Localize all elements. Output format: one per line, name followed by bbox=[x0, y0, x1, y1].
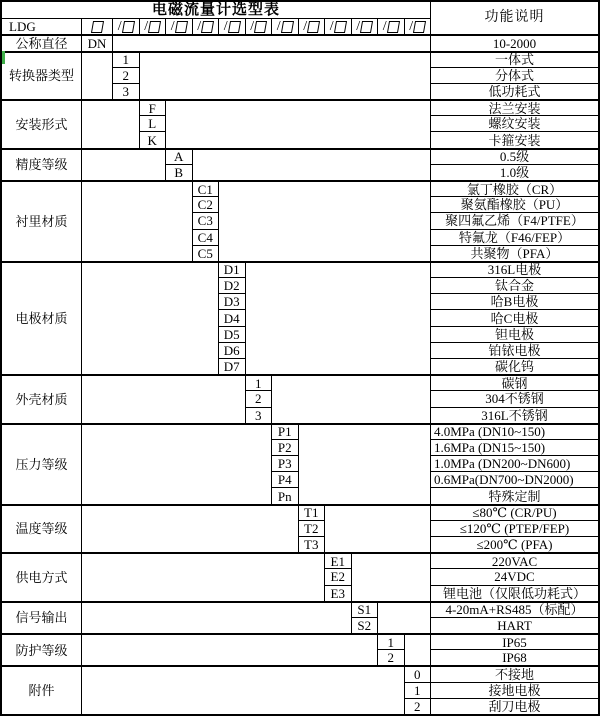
description-cell: 220VAC bbox=[430, 552, 598, 568]
description-cell: 316L电极 bbox=[430, 261, 598, 277]
checkbox-icon bbox=[228, 21, 241, 33]
description-cell: 0.5级 bbox=[430, 148, 598, 164]
slash-separator: / bbox=[409, 18, 414, 34]
model-slot-10 bbox=[351, 18, 378, 34]
code-cell-T2: T2 bbox=[298, 520, 325, 536]
checkbox-icon bbox=[413, 21, 426, 33]
description-cell: 氯丁橡胶（CR） bbox=[430, 180, 598, 196]
description-cell: 共聚物（PFA） bbox=[430, 245, 598, 261]
model-slot-1 bbox=[112, 18, 139, 34]
description-cell: 一体式 bbox=[430, 51, 598, 67]
description-cell: 接地电极 bbox=[430, 682, 598, 698]
left-span-cell bbox=[81, 552, 324, 601]
left-span-cell bbox=[81, 148, 165, 180]
slash-separator: / bbox=[170, 18, 175, 34]
code-cell-C2: C2 bbox=[192, 196, 219, 212]
category-label-8: 温度等级 bbox=[2, 504, 81, 553]
code-cell-P1: P1 bbox=[271, 423, 298, 439]
model-slot-12 bbox=[404, 18, 431, 34]
code-cell-L: L bbox=[139, 115, 166, 131]
code-cell-C5: C5 bbox=[192, 245, 219, 261]
code-cell-1: 1 bbox=[245, 374, 272, 390]
category-label-3: 精度等级 bbox=[2, 148, 81, 180]
right-span-cell bbox=[351, 552, 431, 601]
code-cell-K: K bbox=[139, 131, 166, 147]
description-cell: 哈C电极 bbox=[430, 309, 598, 325]
code-cell-D4: D4 bbox=[218, 309, 245, 325]
category-label-1: 转换器类型 bbox=[2, 51, 81, 100]
right-span-cell bbox=[139, 51, 431, 100]
slash-separator: / bbox=[223, 18, 228, 34]
right-span-cell bbox=[245, 261, 431, 374]
description-cell: IP68 bbox=[430, 649, 598, 665]
left-span-cell bbox=[81, 374, 245, 423]
code-cell-S2: S2 bbox=[351, 617, 378, 633]
code-cell-1: 1 bbox=[377, 633, 404, 649]
category-label-9: 供电方式 bbox=[2, 552, 81, 601]
slash-separator: / bbox=[303, 18, 308, 34]
category-label-7: 压力等级 bbox=[2, 423, 81, 504]
code-cell-2: 2 bbox=[404, 698, 431, 714]
code-cell-T3: T3 bbox=[298, 536, 325, 552]
checkbox-icon bbox=[90, 21, 103, 33]
right-span-cell bbox=[192, 148, 431, 180]
category-label-4: 衬里材质 bbox=[2, 180, 81, 261]
description-cell: 聚氨酯橡胶（PU） bbox=[430, 196, 598, 212]
slash-separator: / bbox=[356, 18, 361, 34]
description-cell: 卡箍安装 bbox=[430, 131, 598, 147]
table-title: 电磁流量计选型表 bbox=[151, 2, 280, 18]
checkbox-icon bbox=[175, 21, 188, 33]
description-cell: 4.0MPa (DN10~150) bbox=[430, 423, 598, 439]
model-slot-8 bbox=[298, 18, 325, 34]
checkbox-icon bbox=[122, 21, 135, 33]
category-label-2: 安装形式 bbox=[2, 99, 81, 148]
code-cell-3: 3 bbox=[245, 407, 272, 423]
description-cell: ≤120℃ (PTEP/FEP) bbox=[430, 520, 598, 536]
description-cell: 钽电极 bbox=[430, 326, 598, 342]
code-cell-C3: C3 bbox=[192, 212, 219, 228]
description-cell: 哈B电极 bbox=[430, 293, 598, 309]
code-cell-P2: P2 bbox=[271, 439, 298, 455]
left-span-cell bbox=[81, 601, 351, 633]
description-cell: HART bbox=[430, 617, 598, 633]
description-cell: 316L不锈钢 bbox=[430, 407, 598, 423]
category-label-5: 电极材质 bbox=[2, 261, 81, 374]
description-cell: 钛合金 bbox=[430, 277, 598, 293]
description-cell: ≤80℃ (CR/PU) bbox=[430, 504, 598, 520]
code-cell-Pn: Pn bbox=[271, 487, 298, 503]
category-label-0: 公称直径 bbox=[2, 34, 81, 50]
green-artifact-marker bbox=[2, 51, 5, 64]
code-cell-DN: DN bbox=[81, 34, 112, 50]
model-code-prefix: LDG bbox=[2, 18, 81, 34]
checkbox-icon bbox=[148, 21, 161, 33]
left-span-cell bbox=[81, 633, 377, 665]
code-cell-P4: P4 bbox=[271, 471, 298, 487]
code-cell-C1: C1 bbox=[192, 180, 219, 196]
left-span-cell bbox=[81, 261, 218, 374]
category-label-10: 信号输出 bbox=[2, 601, 81, 633]
description-cell: 24VDC bbox=[430, 568, 598, 584]
left-span-cell bbox=[81, 51, 112, 100]
checkbox-icon bbox=[281, 21, 294, 33]
code-cell-D2: D2 bbox=[218, 277, 245, 293]
slash-separator: / bbox=[117, 18, 122, 34]
code-cell-S1: S1 bbox=[351, 601, 378, 617]
description-cell: 低功耗式 bbox=[430, 83, 598, 99]
code-cell-2: 2 bbox=[112, 67, 139, 83]
model-slot-4 bbox=[192, 18, 219, 34]
description-cell: 304不锈钢 bbox=[430, 390, 598, 406]
code-cell-D1: D1 bbox=[218, 261, 245, 277]
right-span-cell bbox=[324, 504, 430, 553]
left-span-cell bbox=[81, 99, 139, 148]
model-base-checkbox bbox=[81, 18, 112, 34]
right-span-cell bbox=[165, 99, 430, 148]
description-cell: 10-2000 bbox=[430, 34, 598, 50]
code-cell-2: 2 bbox=[245, 390, 272, 406]
slash-separator: / bbox=[382, 18, 387, 34]
model-slot-5 bbox=[218, 18, 245, 34]
slash-separator: / bbox=[250, 18, 255, 34]
checkbox-icon bbox=[387, 21, 400, 33]
code-cell-D7: D7 bbox=[218, 358, 245, 374]
model-slot-11 bbox=[377, 18, 404, 34]
code-cell-C4: C4 bbox=[192, 229, 219, 245]
checkbox-icon bbox=[360, 21, 373, 33]
code-cell-E3: E3 bbox=[324, 585, 351, 601]
right-span-cell bbox=[271, 374, 430, 423]
code-cell-1: 1 bbox=[112, 51, 139, 67]
right-span-cell bbox=[377, 601, 430, 633]
slash-separator: / bbox=[276, 18, 281, 34]
left-span-cell bbox=[81, 423, 271, 504]
description-cell: 特殊定制 bbox=[430, 487, 598, 503]
code-cell-D6: D6 bbox=[218, 342, 245, 358]
checkbox-icon bbox=[307, 21, 320, 33]
code-cell-D3: D3 bbox=[218, 293, 245, 309]
description-cell: 1.6MPa (DN15~150) bbox=[430, 439, 598, 455]
left-span-cell bbox=[81, 180, 192, 261]
description-cell: 分体式 bbox=[430, 67, 598, 83]
description-cell: 聚四氟乙烯（F4/PTFE） bbox=[430, 212, 598, 228]
description-cell: 特氟龙（F46/FEP） bbox=[430, 229, 598, 245]
code-cell-E2: E2 bbox=[324, 568, 351, 584]
model-slot-3 bbox=[165, 18, 192, 34]
slash-separator: / bbox=[329, 18, 334, 34]
checkbox-icon bbox=[334, 21, 347, 33]
code-cell-2: 2 bbox=[377, 649, 404, 665]
description-cell: 锂电池（仅限低功耗式） bbox=[430, 585, 598, 601]
code-cell-1: 1 bbox=[404, 682, 431, 698]
model-slot-6 bbox=[245, 18, 272, 34]
model-slot-7 bbox=[271, 18, 298, 34]
right-span-cell bbox=[298, 423, 431, 504]
description-cell: ≤200℃ (PFA) bbox=[430, 536, 598, 552]
code-cell-0: 0 bbox=[404, 665, 431, 681]
code-cell-E1: E1 bbox=[324, 552, 351, 568]
description-cell: 铂铱电极 bbox=[430, 342, 598, 358]
slash-separator: / bbox=[144, 18, 149, 34]
left-span-cell bbox=[81, 504, 298, 553]
code-cell-F: F bbox=[139, 99, 166, 115]
description-cell: 0.6MPa(DN700~DN2000) bbox=[430, 471, 598, 487]
description-cell: 1.0级 bbox=[430, 164, 598, 180]
description-cell: 4-20mA+RS485（标配） bbox=[430, 601, 598, 617]
description-cell: 碳化钨 bbox=[430, 358, 598, 374]
description-cell: 法兰安装 bbox=[430, 99, 598, 115]
code-cell-D5: D5 bbox=[218, 326, 245, 342]
checkbox-icon bbox=[201, 21, 214, 33]
description-cell: 碳钢 bbox=[430, 374, 598, 390]
model-slot-2 bbox=[139, 18, 166, 34]
checkbox-icon bbox=[254, 21, 267, 33]
code-cell-B: B bbox=[165, 164, 192, 180]
model-slot-9 bbox=[324, 18, 351, 34]
description-cell: IP65 bbox=[430, 633, 598, 649]
description-cell: 不接地 bbox=[430, 665, 598, 681]
right-span-cell bbox=[218, 180, 430, 261]
code-cell-3: 3 bbox=[112, 83, 139, 99]
right-span-cell bbox=[112, 34, 430, 50]
right-span-cell bbox=[404, 633, 431, 665]
slash-separator: / bbox=[197, 18, 202, 34]
left-span-cell bbox=[81, 665, 404, 714]
code-cell-P3: P3 bbox=[271, 455, 298, 471]
description-cell: 刮刀电极 bbox=[430, 698, 598, 714]
category-label-11: 防护等级 bbox=[2, 633, 81, 665]
code-cell-A: A bbox=[165, 148, 192, 164]
description-cell: 螺纹安装 bbox=[430, 115, 598, 131]
category-label-6: 外壳材质 bbox=[2, 374, 81, 423]
function-description-header: 功能说明 bbox=[430, 2, 598, 34]
description-cell: 1.0MPa (DN200~DN600) bbox=[430, 455, 598, 471]
category-label-12: 附件 bbox=[2, 665, 81, 714]
code-cell-T1: T1 bbox=[298, 504, 325, 520]
